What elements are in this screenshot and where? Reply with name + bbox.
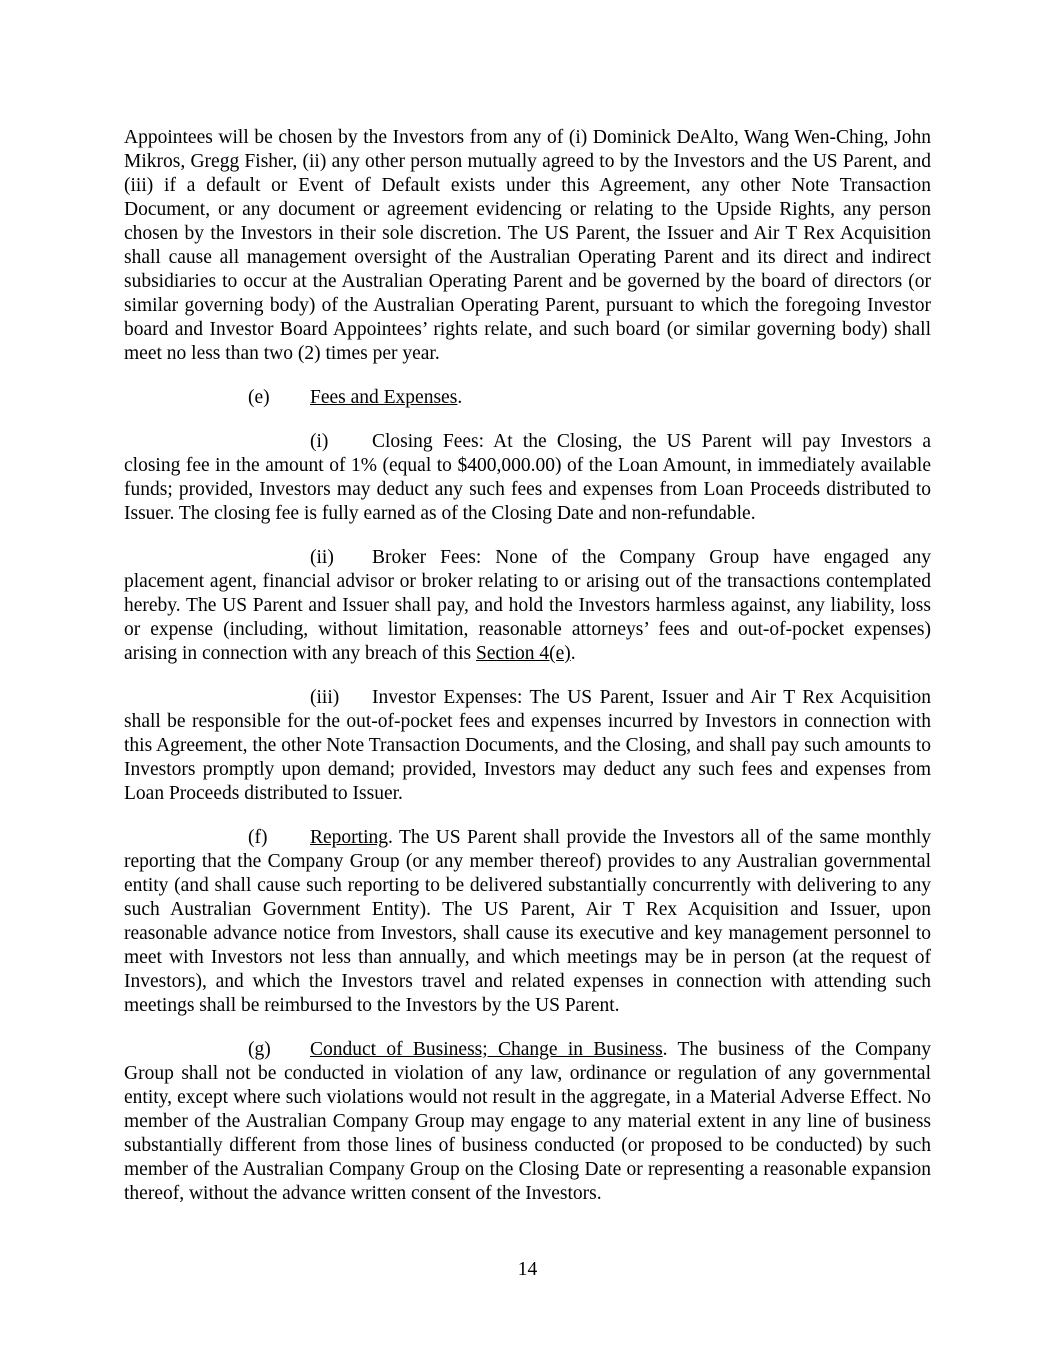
section-number: (g) [248, 1039, 271, 1060]
document-page [124, 126, 931, 1226]
paragraph-board-appointees: Appointees will be chosen by the Investors from any of (i) Dominick DeAlto, Wang Wen-Ching, John Mikros, Gregg Fisher, (ii) any other person mutually agreed to by the Investors and the US Parent, and (iii) if a default or Event of Default exists under this Agreement, any other Note Transaction Document, or any document or agreement evidencing or relating to the Upside Rights, any person chosen by the Investors in their sole discretion. The US Parent, the Issuer and Air T Rex Acquisition shall cause all management oversight of the Australian Operating Parent and its direct and indirect subsidiaries to occur at the Australian Operating Parent and be governed by the board of directors (or similar governing body) of the Australian Operating Parent, pursuant to which the foregoing Investor board and Investor Board Appointees’ rights relate, and such board (or similar governing body) shall meet no less than two (2) times per year. [124, 127, 931, 364]
paragraph-closing-fees [124, 430, 931, 526]
section-title: Reporting [310, 827, 388, 848]
clause-number: (iii) [310, 687, 340, 708]
clause-number: (ii) [310, 547, 334, 568]
section-text: . The business of the Company Group shall not be conducted in violation of any law, ordinance or regulation of any governmental entity, except where such violations would not result in the aggregate, in a Material Adverse Effect. No member of the Australian Company Group may engage to any material extent in any line of business substantially different from those lines of business conducted (or proposed to be conducted) by such member of the Australian Company Group on the Closing Date or representing a reasonable expansion thereof, without the advance written consent of the Investors. [124, 1039, 931, 1204]
paragraph-broker-fees [124, 546, 931, 666]
section-title-period: . [457, 387, 463, 408]
section-heading-fees-and-expenses [124, 386, 931, 410]
section-text: . The US Parent shall provide the Investors all of the same monthly reporting that the Company Group (or any member thereof) provides to any Australian governmental entity (and shall cause such reporting to be delivered substantially concurrently with delivering to any such Australian Government Entity). The US Parent, Air T Rex Acquisition and Issuer, upon reasonable advance notice from Investors, shall cause its executive and key management personnel to meet with Investors not less than annually, and which meetings may be in person (at the request of Investors), and which the Investors travel and related expenses in connection with attending such meetings shall be reimbursed to the Investors by the US Parent. [124, 827, 931, 1016]
section-title: Conduct of Business; Change in Business [310, 1039, 663, 1060]
paragraph-investor-expenses [124, 686, 931, 806]
clause-text: Investor Expenses: The US Parent, Issuer and Air T Rex Acquisition shall be responsible for the out-of-pocket fees and expenses incurred by Investors in connection with this Agreement, the other Note Transaction Documents, and the Closing, and shall pay such amounts to Investors promptly upon demand; provided, Investors may deduct any such fees and expenses from Loan Proceeds distributed to Issuer. [124, 687, 931, 804]
clause-number: (i) [310, 431, 329, 452]
clause-text: Closing Fees: At the Closing, the US Parent will pay Investors a closing fee in the amount of 1% (equal to $400,000.00) of the Loan Amount, in immediately available funds; provided, Investors may deduct any such fees and expenses from Loan Proceeds distributed to Issuer. The closing fee is fully earned as of the Closing Date and non-refundable. [124, 431, 931, 524]
paragraph-conduct-of-business [124, 1038, 931, 1206]
section-number: (e) [248, 387, 270, 408]
section-number: (f) [248, 827, 268, 848]
page-number: 14 [517, 1259, 538, 1280]
clause-end-period: . [570, 643, 576, 664]
section-reference: Section 4(e) [476, 643, 571, 664]
section-title: Fees and Expenses [310, 387, 458, 408]
paragraph-reporting [124, 826, 931, 1018]
clause-text: Broker Fees: None of the Company Group have engaged any placement agent, financial advisor or broker relating to or arising out of the transactions contemplated hereby. The US Parent and Issuer shall pay, and hold the Investors harmless against, any liability, loss or expense (including, without limitation, reasonable attorneys’ fees and out-of-pocket expenses) arising in connection with any breach of this [124, 547, 931, 664]
